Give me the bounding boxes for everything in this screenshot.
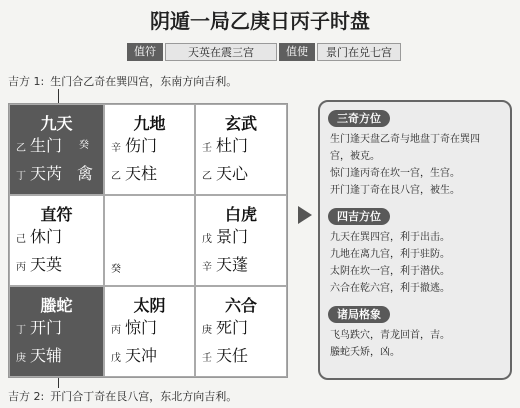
section-line: 开门逢丁奇在艮八宫，被生。 [330,185,460,196]
deity-label: 九天 [40,114,73,133]
side-label: 禽 [76,164,93,183]
star-name: 天心 [216,164,249,183]
stem-label: 丙 [16,262,26,273]
palace-cell [195,286,287,377]
pointer-line-bottom [58,378,59,388]
note-text: 生门合乙奇在巽四宫，东南方向吉利。 [50,75,238,88]
door-row [111,135,190,157]
deity-label: 太阴 [133,296,166,315]
deity-label: 螣蛇 [40,296,73,315]
arrow-right-icon [298,206,312,224]
section-line: 宫，被克。 [330,151,380,162]
door-row [16,135,99,157]
star-name: 天英 [30,255,63,274]
palace-cell [195,104,287,195]
door-row [16,226,99,248]
star-row [111,163,190,185]
section-line: 生门逢天盘乙奇与地盘丁奇在巽四 [330,134,480,145]
qimen-board [8,103,288,378]
deity-label: 白虎 [224,205,257,224]
star-row [202,254,282,276]
section-title: 四吉方位 [328,208,390,225]
stem-label: 乙 [111,171,121,182]
stem-label: 戊 [202,234,212,245]
star-name: 天蓬 [216,255,249,274]
door-name: 开门 [30,318,63,337]
palace-cell [104,286,195,377]
palace-cell [104,195,195,286]
star-row [16,345,99,367]
deity-label: 玄武 [224,114,257,133]
star-name: 天辅 [30,346,63,365]
stem-label: 辛 [111,143,121,154]
note-tag: 吉方 2: [8,390,45,403]
deity-label: 直符 [40,205,73,224]
star-row [202,163,282,185]
palace-cell [9,104,104,195]
section-line: 螣蛇夭矫，凶。 [330,347,400,358]
door-name: 惊门 [125,318,158,337]
analysis-panel [318,100,512,380]
section-line: 九天在巽四宫，利于出击。 [330,232,450,243]
star-row [111,345,190,367]
section-title: 诸局格象 [328,306,390,323]
section-line: 惊门逢丙奇在坎一宫，生宫。 [330,168,460,179]
page-title: 阴遁一局乙庚日丙子时盘 [150,9,370,33]
stem-label: 丙 [111,325,121,336]
door-row [202,317,282,339]
deity-label: 六合 [224,296,257,315]
note-tag: 吉方 1: [8,75,45,88]
palace-cell [9,195,104,286]
note-text: 开门合丁奇在艮八宫，东北方向吉利。 [50,390,238,403]
section-title: 三奇方位 [328,110,390,127]
star-name: 天柱 [125,164,158,183]
stem-label: 庚 [16,353,26,364]
zhishi-label: 值使 [279,43,315,61]
door-row [202,226,282,248]
stem-label: 己 [16,234,26,245]
stem-label: 壬 [202,143,212,154]
center-stem: 癸 [111,264,121,275]
door-name: 杜门 [216,136,249,155]
section-line: 飞鸟跌穴，青龙回首，吉。 [330,330,450,341]
door-name: 死门 [216,318,249,337]
zhishi-value: 景门在兑七宫 [317,43,401,61]
side-label: 癸 [79,140,89,151]
stem-label: 庚 [202,325,212,336]
stem-label: 壬 [202,353,212,364]
stem-label: 乙 [202,171,212,182]
palace-cell [195,195,287,286]
stem-label: 丁 [16,325,26,336]
zhifu-value: 天英在震三宫 [165,43,277,61]
door-name: 休门 [30,227,63,246]
stem-label: 丁 [16,171,26,182]
stem-label: 戊 [111,353,121,364]
auspicious-direction-1 [8,73,237,89]
star-row [202,345,282,367]
star-row [16,163,99,185]
palace-cell [104,104,195,195]
star-name: 天芮 [30,164,63,183]
stem-label: 辛 [202,262,212,273]
stem-label: 乙 [16,143,26,154]
door-name: 生门 [30,136,63,155]
star-row [16,254,99,276]
auspicious-direction-2 [8,388,237,404]
palace-cell [9,286,104,377]
section-line: 六合在乾六宫，利于撤逃。 [330,283,450,294]
door-row [202,135,282,157]
pointer-line-top [58,89,59,103]
section-line: 九地在离九宫，利于驻防。 [330,249,450,260]
door-name: 景门 [216,227,249,246]
star-name: 天冲 [125,346,158,365]
door-row [16,317,99,339]
star-name: 天任 [216,346,249,365]
door-row [111,317,190,339]
zhifu-label: 值符 [127,43,163,61]
deity-label: 九地 [133,114,166,133]
section-line: 太阴在坎一宫，利于潜伏。 [330,266,450,277]
door-name: 伤门 [125,136,158,155]
